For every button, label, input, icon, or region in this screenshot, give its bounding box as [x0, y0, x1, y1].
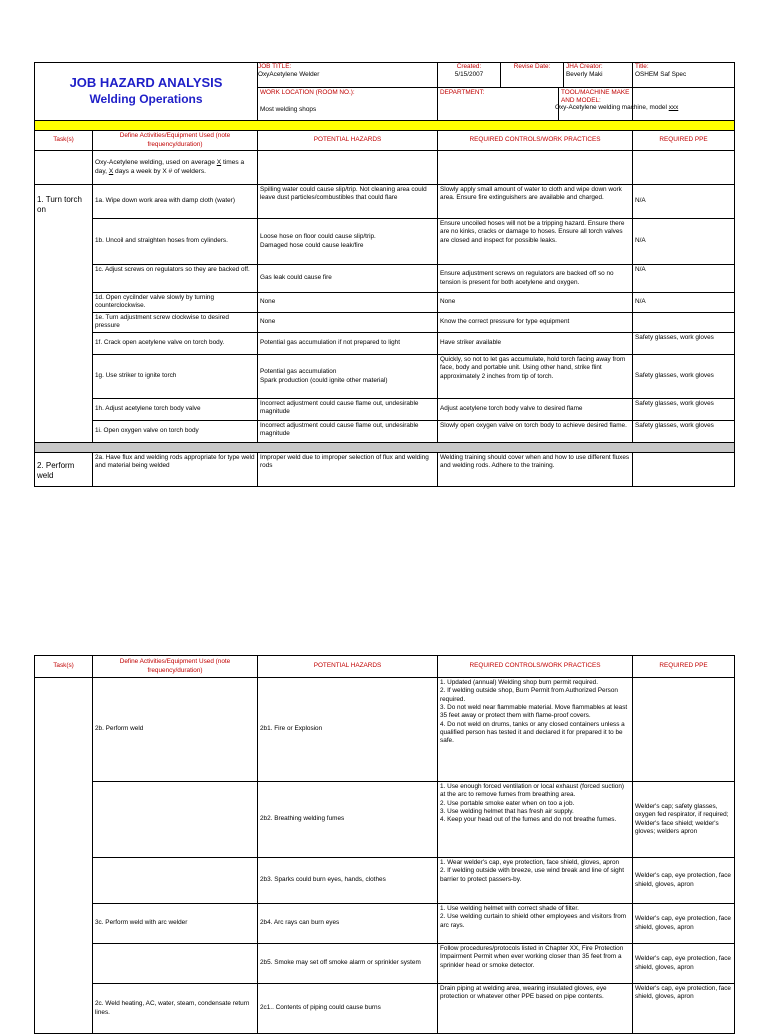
col-activities: Define Activities/Equipment Used (note frequency/duration) — [93, 656, 258, 678]
hazard-cell: 2b1. Fire or Explosion — [258, 678, 438, 782]
jha-creator-label: JHA Creator: — [566, 63, 603, 70]
hazard-cell: None — [258, 313, 438, 333]
jha-table-page1 — [34, 62, 735, 487]
control-cell: Have striker available — [438, 333, 633, 355]
ppe-cell: Safety glasses, work gloves — [633, 333, 735, 355]
jha-creator-cell — [564, 63, 632, 87]
activity-cell: 1g. Use striker to ignite torch — [93, 355, 258, 399]
table-row — [35, 984, 735, 1034]
ppe-cell: Safety glasses, work gloves — [633, 399, 735, 421]
ppe-cell — [633, 678, 735, 782]
intro-text: Oxy-Acetylene welding, used on average X times a day, X days a week by X # of welders. — [93, 151, 258, 185]
task-perform-weld: 2. Perform weld — [35, 453, 93, 487]
created-value: 5/15/2007 — [454, 71, 484, 79]
table-row — [35, 678, 735, 782]
yellow-separator — [35, 121, 735, 131]
table-row — [35, 313, 735, 333]
jha-creator-value: Beverly Maki — [566, 71, 603, 79]
hazard-cell: Incorrect adjustment could cause flame out, undesirable magnitude — [258, 399, 438, 421]
col-controls: REQUIRED CONTROLS/WORK PRACTICES — [438, 656, 633, 678]
ppe-cell: N/A — [633, 293, 735, 313]
column-header-row — [35, 656, 735, 678]
ppe-cell: Welder's cap, eye protection, face shield, gloves, apron — [633, 984, 735, 1034]
activity-cell: 1f. Crack open acetylene valve on torch body. — [93, 333, 258, 355]
document-subtitle: Welding Operations — [89, 92, 203, 107]
hazard-cell: 2c1.. Contents of piping could cause burns — [258, 984, 438, 1034]
gray-separator — [35, 443, 735, 453]
activity-cell: 2a. Have flux and welding rods appropriate for type weld and material being welded — [93, 453, 258, 487]
control-cell: 1. Wear welder's cap, eye protection, face shield, gloves, apron 2. If welding outside with breeze, use wind break and line of sight barrier to protect passers-by. — [438, 858, 633, 904]
department-cell — [438, 88, 559, 120]
table-row — [35, 858, 735, 904]
tool-model: xxx — [668, 104, 679, 112]
activity-cell: 1d. Open cycilnder valve slowly by turning counterclockwise. — [93, 293, 258, 313]
hazard-cell: Improper weld due to improper selection of flux and welding rods — [258, 453, 438, 487]
work-location-value: Most welding shops — [260, 106, 317, 114]
col-ppe: REQUIRED PPE — [633, 131, 735, 151]
hazard-cell: Potential gas accumulation if not prepared to light — [258, 333, 438, 355]
hazard-cell: Spilling water could cause slip/trip. Not cleaning area could leave dust particles/combustibles that could flare — [258, 185, 438, 219]
intro-row — [35, 151, 735, 185]
created-label: Created: — [456, 63, 482, 70]
table-row — [35, 333, 735, 355]
ppe-cell: Safety glasses, work gloves — [633, 421, 735, 443]
hazard-cell: 2b3. Sparks could burn eyes, hands, clothes — [258, 858, 438, 904]
creator-title-label: Title: — [635, 63, 649, 70]
document-title: JOB HAZARD ANALYSIS — [69, 75, 223, 91]
hazard-cell: 2b4. Arc rays can burn eyes — [258, 904, 438, 944]
ppe-cell: Welder's cap; safety glasses, oxygen fed respirator, if required; Welder's face shield; welder's gloves; welders apron — [633, 782, 735, 858]
control-cell: Slowly open oxygen valve on torch body to achieve desired flame. — [438, 421, 633, 443]
column-header-row — [35, 131, 735, 151]
ppe-cell: Welder's cap, eye protection, face shield, gloves, apron — [633, 904, 735, 944]
ppe-cell: N/A — [633, 185, 735, 219]
ppe-cell — [633, 313, 735, 333]
revise-date-cell — [501, 63, 564, 87]
activity-cell: 2c. Weld heating, AC, water, steam, condensate return lines. — [93, 984, 258, 1034]
activity-cell: 1h. Adjust acetylene torch body valve — [93, 399, 258, 421]
control-cell: Ensure uncoiled hoses will not be a tripping hazard. Ensure there are no kinks, cracks or damage to hoses. Ensure all torch valves are closed and inspect for possible leaks. — [438, 219, 633, 265]
col-tasks: Task(s) — [35, 131, 93, 151]
control-cell: Welding training should cover when and how to use different fluxes and welding rods. Adhere to the training. — [438, 453, 633, 487]
control-cell: 1. Use enough forced ventilation or local exhaust (forced suction) at the arc to remove fumes from breathing area. 2. Use portable smoke eater when on too a job. 3. Use welding helmet that has fresh air supply. 4. Keep your head out of the fumes and do not breathe fumes. — [438, 782, 633, 858]
hazard-cell: None — [258, 293, 438, 313]
title-cell — [35, 63, 258, 121]
created-cell — [438, 63, 501, 87]
ppe-cell: Safety glasses, work gloves — [633, 355, 735, 399]
activity-cell: 1c. Adjust screws on regulators so they are backed off. — [93, 265, 258, 293]
activity-cell: 3c. Perform weld with arc welder — [93, 904, 258, 944]
table-row — [35, 453, 735, 487]
task-turn-torch-on: 1. Turn torch on — [35, 185, 93, 443]
table-row — [35, 265, 735, 293]
control-cell: None — [438, 293, 633, 313]
activity-cell — [93, 944, 258, 984]
ppe-cell: N/A — [633, 219, 735, 265]
col-hazards: POTENTIAL HAZARDS — [258, 131, 438, 151]
table-row — [35, 904, 735, 944]
hazard-cell: Potential gas accumulation Spark production (could ignite other material) — [258, 355, 438, 399]
job-title-label: JOB TITLE: — [258, 63, 292, 70]
jha-table-page2 — [34, 655, 735, 1034]
activity-cell — [93, 782, 258, 858]
table-row — [35, 782, 735, 858]
ppe-cell — [633, 453, 735, 487]
tool-label: TOOL/MACHINE MAKE AND MODEL: — [561, 89, 630, 105]
control-cell: Slowly apply small amount of water to cloth and wipe down work area. Ensure fire extinguishers are available and charged. — [438, 185, 633, 219]
hazard-cell: Gas leak could cause fire — [258, 265, 438, 293]
creator-title-cell — [633, 63, 735, 88]
hazard-cell: Loose hose on floor could cause slip/trip. Damaged hose could cause leak/fire — [258, 219, 438, 265]
control-cell: 1. Updated (annual) Welding shop burn permit required. 2. If welding outside shop, Burn Permit from Authorized Person required. 3. Do not weld near flammable material. Move flammables at least 35 feet away or protect them with flame-proof covers. 4. Do not weld on drums, tanks or any closed containers unless a qualified person has tested it and declared it for prepared it to be safe. — [438, 678, 633, 782]
col-tasks: Task(s) — [35, 656, 93, 678]
table-row — [35, 219, 735, 265]
activity-cell: 2b. Perform weld — [93, 678, 258, 782]
hazard-cell: 2b2. Breathing welding fumes — [258, 782, 438, 858]
col-controls: REQUIRED CONTROLS/WORK PRACTICES — [438, 131, 633, 151]
control-cell: Ensure adjustment screws on regulators are backed off so no tension is present for both acetylene and oxygen. — [438, 265, 633, 293]
control-cell: Quickly, so not to let gas accumulate, hold torch facing away from face, body and portable unit. Using other hand, strike flint approximately 2 inches from tip of torch. — [438, 355, 633, 399]
control-cell: 1. Use welding helmet with correct shade of filter. 2. Use welding curtain to shield other employees and visitors from arc rays. — [438, 904, 633, 944]
ppe-cell: N/A — [633, 265, 735, 293]
activity-cell: 1e. Turn adjustment screw clockwise to desired pressure — [93, 313, 258, 333]
table-row — [35, 355, 735, 399]
table-row — [35, 293, 735, 313]
work-location-label: WORK LOCATION (ROOM NO.): — [260, 89, 355, 96]
col-activities: Define Activities/Equipment Used (note frequency/duration) — [93, 131, 258, 151]
hazard-cell: 2b5. Smoke may set off smoke alarm or sprinkler system — [258, 944, 438, 984]
dates-creator-cell — [438, 63, 633, 88]
col-hazards: POTENTIAL HAZARDS — [258, 656, 438, 678]
control-cell: Follow procedures/protocols listed in Chapter XX, Fire Protection Impairment Permit when ever working closer than 35 feet from a sprinkler head or smoke detector. — [438, 944, 633, 984]
work-location-cell — [258, 88, 438, 121]
control-cell: Drain piping at welding area, wearing insulated gloves, eye protection or whatever other PPE based on pipe contents. — [438, 984, 633, 1034]
table-row — [35, 421, 735, 443]
activity-cell: 1b. Uncoil and straighten hoses from cylinders. — [93, 219, 258, 265]
control-cell: Know the correct pressure for type equipment — [438, 313, 633, 333]
ppe-cell: Welder's cap, eye protection, face shield, gloves, apron — [633, 858, 735, 904]
col-ppe: REQUIRED PPE — [633, 656, 735, 678]
job-title-value: OxyAcetylene Welder — [258, 71, 320, 79]
job-title-cell — [258, 63, 438, 88]
ppe-cell: Welder's cap, eye protection, face shield, gloves, apron — [633, 944, 735, 984]
activity-cell: 1i. Open oxygen valve on torch body — [93, 421, 258, 443]
hazard-cell: Incorrect adjustment could cause flame out, undesirable magnitude — [258, 421, 438, 443]
creator-title-value: OSHEM Saf Spec — [635, 71, 687, 79]
department-label: DEPARTMENT: — [440, 89, 485, 96]
control-cell: Adjust acetylene torch body valve to desired flame — [438, 399, 633, 421]
table-row — [35, 185, 735, 219]
table-row — [35, 944, 735, 984]
tool-value: Oxy-Acetylene welding machine, model xxx — [555, 104, 732, 112]
activity-cell: 1a. Wipe down work area with damp cloth (water) — [93, 185, 258, 219]
activity-cell — [93, 858, 258, 904]
table-row — [35, 399, 735, 421]
revise-date-label: Revise Date: — [513, 63, 551, 70]
